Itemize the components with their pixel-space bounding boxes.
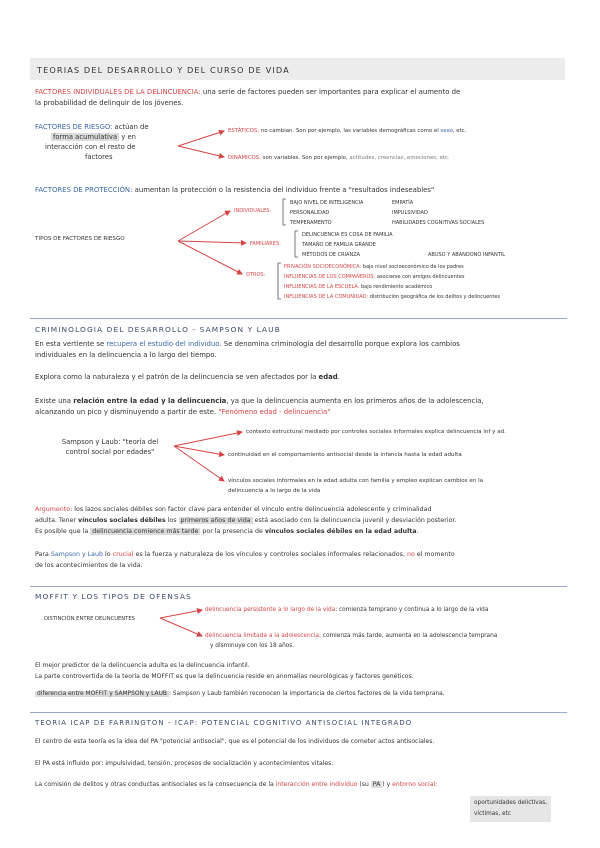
fr-acumulativa: forma acumulativa <box>53 133 118 141</box>
fi-text: una serie de factores pueden ser importantes para explicar el aumento de <box>200 88 461 96</box>
arrow-sampson-1 <box>174 432 242 446</box>
familiares-label: FAMILIARES: <box>250 241 281 247</box>
otros-item-2: INFLUENCIAS DE LOS COMPAÑEROS: asociarse con amigos delincuentes <box>284 274 465 280</box>
otros-item-4: INFLUENCIAS DE LA COMUNIDAD: distribución geográfica de los delitos y delincuentes <box>284 294 501 300</box>
argumento-line-2: adulta. Tener vínculos sociales débiles los primeros años de vida está asociado con la delincuencia juvenil y desviación posterior. <box>35 517 457 524</box>
fr-label: FACTORES DE RIESGO: <box>35 123 113 131</box>
arrow-otros <box>178 241 242 274</box>
s2-p5-cont: de los acontecimientos de la vida. <box>35 562 143 569</box>
section-4-title: TEORIA ICAP DE FARRINGTON - ICAP: POTENCIAL COGNITIVO ANTISOCIAL INTEGRADO <box>35 719 413 727</box>
sampson-branch-1: contexto estructural mediado por controles sociales informales explica delincuencia inf y ad. <box>246 429 507 435</box>
fr-text4: factores <box>85 153 113 161</box>
ind-item-3: PERSONALIDAD <box>290 210 330 216</box>
fr-text1: actúan de <box>112 123 149 131</box>
ind-item-6: HABILIDADES COGNITIVAS SOCIALES <box>392 220 485 226</box>
ind-item-1: BAJO NIVEL DE INTELIGENCIA <box>290 200 364 206</box>
moffit-branch-2: delincuencia limitada a la adolescencia: comienza más tarde, aumenta en la adolescencia temprana <box>205 633 498 639</box>
argumento-line-3: Es posible que la delincuencia comience más tarde por la presencia de vínculos sociales débiles en la edad adulta. <box>35 528 419 535</box>
page-title: TEORIAS DEL DESARROLLO Y DEL CURSO DE VIDA <box>37 65 290 75</box>
argumento-line-1: Argumento: los lazos sociales débiles son factor clave para entender el vínculo entre delincuencia adolescente y criminalidad <box>35 506 432 513</box>
s2-p3: Existe una relación entre la edad y la delincuencia, ya que la delincuencia aumenta en los primeros años de la adolescencia, <box>35 397 484 405</box>
s2-p5: Para Sampson y Laub lo crucial es la fuerza y naturaleza de los vínculos y controles sociales informales relacionados, no el momento <box>35 551 455 558</box>
brace-otros <box>278 263 281 299</box>
sampson-branch-2: continuidad en el comportamiento antisocial desde la infancia hasta la edad adulta <box>228 452 462 458</box>
individuales-label: INDIVIDUALES: <box>234 208 272 214</box>
brace-familiares <box>295 231 298 257</box>
otros-item-3: INFLUENCIAS DE LA ESCUELA: bajo rendimiento académico <box>284 284 433 290</box>
section-2-title: CRIMINOLOGIA DEL DESARROLLO - SAMPSON Y LAUB <box>35 325 281 334</box>
sampson-branch-3-cont: delincuencia a lo largo de la vida <box>228 488 321 494</box>
est-label: ESTÁTICOS: <box>228 128 260 134</box>
ind-item-4: IMPULSIVIDAD <box>392 210 428 216</box>
din-text-b: actitudes, creencias, emociones, etc. <box>349 155 450 161</box>
arrow-moffit-1 <box>160 610 202 618</box>
ind-item-2: EMPATÍA <box>392 200 414 206</box>
tipos-factores: TIPOS DE FACTORES DE RIESGO <box>35 236 125 242</box>
fi-label: FACTORES INDIVIDUALES DE LA DELINCUENCIA: <box>35 88 201 96</box>
arrow-familiares <box>178 241 246 243</box>
s4-p1: El centro de esta teoría es la idea del PA "potencial antisocial", que es el potencial de los individuos de cometer actos antisociales. <box>35 738 435 745</box>
section-3-title: MOFFIT Y LOS TIPOS DE OFENSAS <box>35 592 192 601</box>
entorno-note: oportunidades delictivas, víctimas, etc <box>470 796 551 822</box>
moffit-branch-1: delincuencia persistente a lo largo de la vida: comienza temprano y continua a lo largo de la vida <box>205 607 489 613</box>
fr-text2b: y en <box>119 133 136 141</box>
est-text-b: sexo <box>440 128 453 134</box>
otros-item-1: PRIVACIÓN SOCIOECONÓMICA: bajo nivel socioeconómico de los padres <box>284 264 464 270</box>
sampson-branch-3: vínculos sociales informales en la edad adulta con familia y empleo explican cambios en la <box>228 478 484 484</box>
otros-label: OTROS: <box>246 272 266 278</box>
fp-label: FACTORES DE PROTECCIÓN: <box>35 186 133 194</box>
s2-p1: En esta vertiente se recupera el estudio del individuo. Se denomina criminología del desarrollo porque explora los cambios <box>35 340 460 348</box>
s4-p3: La comisión de delitos y otras conductas antisociales es la consecuencia de la interacción entre individuo (su PA ) y entorno social: <box>35 781 438 788</box>
distincion-label: DISTINCIÓN ENTRE DELINCUENTES <box>44 616 135 622</box>
s2-p2: Explora como la naturaleza y el patrón de la delincuencia se ven afectados por la edad. <box>35 373 340 381</box>
est-text: no cambian. Son por ejemplo, las variables demográficas como el <box>259 128 441 134</box>
est-text-c: , etc. <box>452 128 467 134</box>
arrow-dinamicos <box>178 146 224 157</box>
fam-item-1: DELINCUENCIA ES COSA DE FAMILIA <box>302 232 393 238</box>
arrow-sampson-2 <box>174 446 224 455</box>
fam-item-2: TAMAÑO DE FAMILIA GRANDE <box>302 242 376 248</box>
fi-text-2: la probabilidad de delinquir de los jóvenes. <box>35 99 184 107</box>
fp-text: aumentan la protección o la resistencia del individuo frente a "resultados indeseables" <box>132 186 435 194</box>
moffit-branch-2-cont: y disminuye con los 18 años. <box>210 643 295 649</box>
ind-item-5: TEMPERAMENTO <box>290 220 332 226</box>
s2-p3-cont: alcanzando un pico y disminuyendo a partir de este. "Fenómeno edad - delincuencia" <box>35 408 331 416</box>
arrow-estaticos <box>178 131 224 146</box>
fam-item-4: ABUSO Y ABANDONO INFANTIL <box>428 252 506 258</box>
arrow-sampson-3 <box>174 446 224 481</box>
fr-text3: interacción con el resto de <box>45 143 136 151</box>
din-label: DINÁMICOS: <box>228 155 261 161</box>
s3-p1: El mejor predictor de la delincuencia adulta es la delincuencia infantil. <box>35 662 250 669</box>
s3-p3: diferencia entre MOFFIT y SAMPSON y LAUB : Sampson y Laub también reconocen la importancia de ciertos factores de la vida temprana. <box>37 691 445 697</box>
s4-p2: El PA está influido por: impulsividad, tensión, procesos de socialización y acontecimientos vitales. <box>35 760 334 767</box>
s3-p2: La parte controvertida de la teoría de MOFFIT es que la delincuencia reside en anomalías neurológicas y factores genéticos. <box>35 673 414 680</box>
s2-p1-cont: individuales en la delincuencia a lo largo del tiempo. <box>35 351 217 359</box>
sampson-laub-box: Sampson y Laub: "teoría del control social por edades" <box>61 438 159 456</box>
fam-item-3: MÉTODOS DE CRIANZA <box>302 252 361 258</box>
arrow-moffit-2 <box>160 618 202 636</box>
arrow-individuales <box>178 211 230 241</box>
din-text: son variables. Son por ejemplo, <box>260 155 350 161</box>
brace-individuales <box>283 199 286 225</box>
